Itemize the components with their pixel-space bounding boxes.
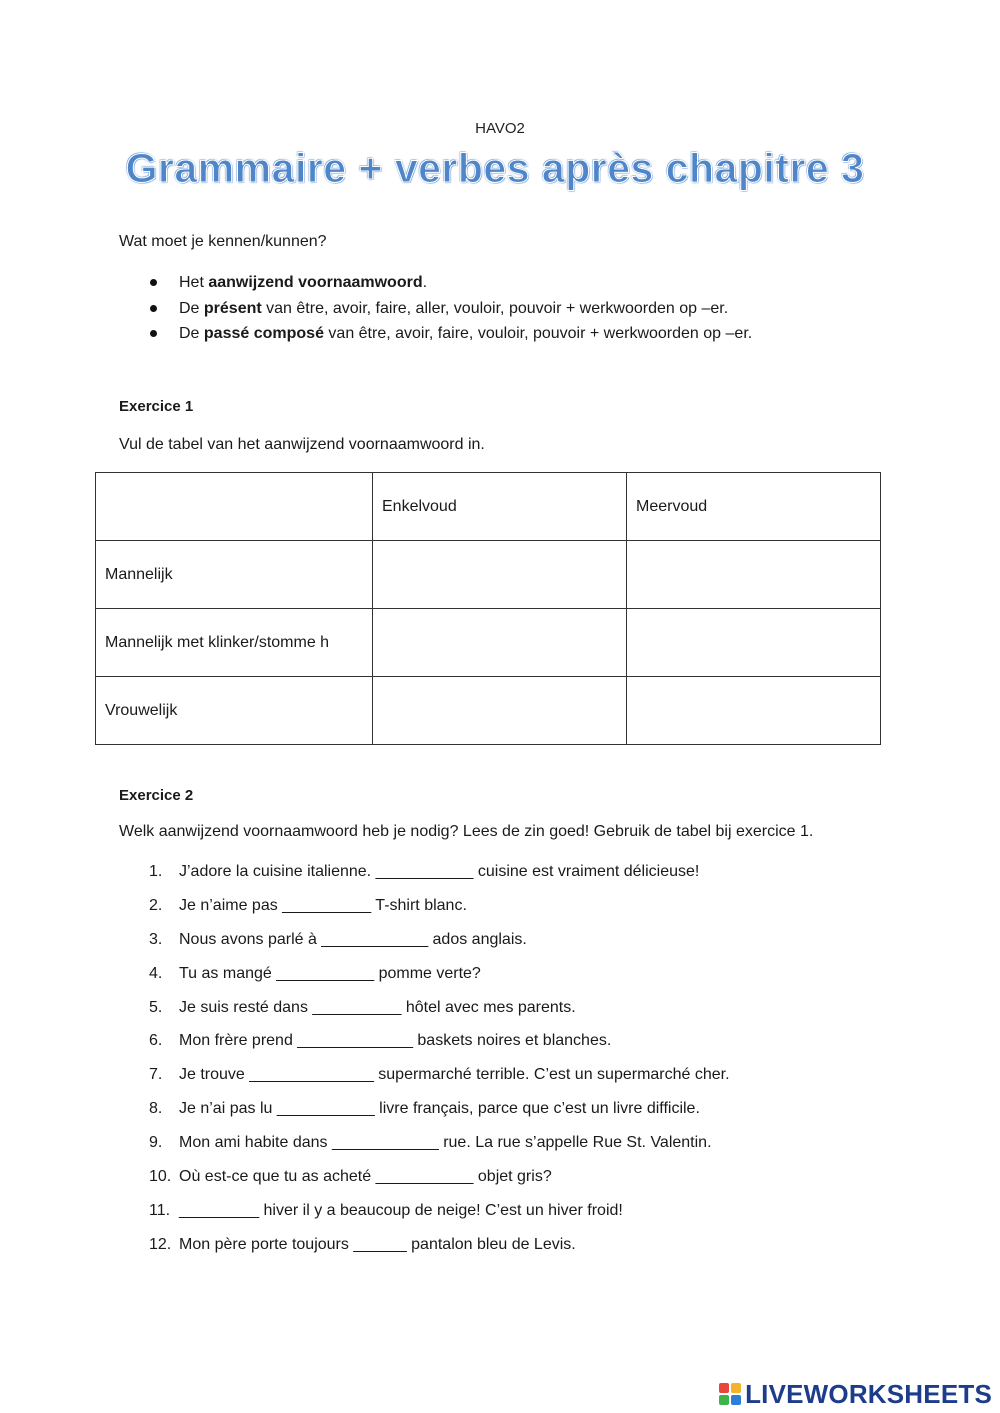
table-row xyxy=(96,677,881,745)
brand-name: LIVEWORKSHEETS xyxy=(745,1378,992,1409)
bullet-icon xyxy=(150,330,157,337)
question-item: 6. Mon frère prend _____________ baskets noires et blanches. xyxy=(149,1032,612,1050)
demonstrative-pronoun-table xyxy=(95,472,881,745)
question-item: 11. _________ hiver il y a beaucoup de neige! C’est un hiver froid! xyxy=(149,1201,623,1219)
page-title: Grammaire + verbes après chapitre 3 xyxy=(125,145,865,191)
intro-question: Wat moet je kennen/kunnen? xyxy=(119,233,327,250)
row-label-cell: Mannelijk xyxy=(96,541,373,609)
question-text: Nous avons parlé à ____________ ados anglais. xyxy=(179,930,527,948)
learning-goal-item: De passé composé van être, avoir, faire, vouloir, pouvoir + werkwoorden op –er. xyxy=(148,321,908,347)
question-text: Je n’aime pas __________ T-shirt blanc. xyxy=(179,896,467,914)
table-row xyxy=(96,541,881,609)
question-item: 3. Nous avons parlé à ____________ ados anglais. xyxy=(149,930,527,948)
table-header-cell: Enkelvoud xyxy=(373,473,627,541)
row-label-cell: Mannelijk met klinker/stomme h xyxy=(96,609,373,677)
question-text: Je suis resté dans __________ hôtel avec mes parents. xyxy=(179,998,576,1016)
answer-cell[interactable] xyxy=(627,541,881,609)
question-text: Mon père porte toujours ______ pantalon bleu de Levis. xyxy=(179,1235,576,1253)
bullet-icon xyxy=(150,305,157,312)
question-text: Tu as mangé ___________ pomme verte? xyxy=(179,964,481,982)
question-item: 7. Je trouve ______________ supermarché terrible. C’est un supermarché cher. xyxy=(149,1066,730,1084)
answer-cell[interactable] xyxy=(373,609,627,677)
answer-cell[interactable] xyxy=(627,609,881,677)
question-item: 10. Où est-ce que tu as acheté ___________ objet gris? xyxy=(149,1168,552,1186)
exercise2-question-list xyxy=(119,858,919,1265)
exercise2-heading: Exercice 2 xyxy=(119,787,194,804)
question-text: J’adore la cuisine italienne. ___________ cuisine est vraiment délicieuse! xyxy=(179,863,700,880)
row-label-cell: Vrouwelijk xyxy=(96,677,373,745)
exercise2-instruction: Welk aanwijzend voornaamwoord heb je nodig? Lees de zin goed! Gebruik de tabel bij exercice 1. xyxy=(119,823,814,840)
answer-cell[interactable] xyxy=(373,677,627,745)
question-item: 2. Je n’aime pas __________ T-shirt blanc. xyxy=(149,896,467,914)
table-header-cell xyxy=(96,473,373,541)
question-text: Où est-ce que tu as acheté ___________ objet gris? xyxy=(179,1168,552,1186)
question-text: Je n’ai pas lu ___________ livre français, parce que c’est un livre difficile. xyxy=(179,1100,700,1118)
learning-goal-item: De présent van être, avoir, faire, aller, vouloir, pouvoir + werkwoorden op –er. xyxy=(148,296,908,322)
table-row xyxy=(96,609,881,677)
learning-goal-item: Het aanwijzend voornaamwoord. xyxy=(148,270,908,296)
level-label: HAVO2 xyxy=(475,120,525,137)
answer-cell[interactable] xyxy=(373,541,627,609)
question-item: 4. Tu as mangé ___________ pomme verte? xyxy=(149,964,481,982)
exercise1-heading: Exercice 1 xyxy=(119,398,194,415)
question-item: 12. Mon père porte toujours ______ pantalon bleu de Levis. xyxy=(149,1235,576,1253)
learning-goals-list xyxy=(148,270,908,347)
question-item: 1. J’adore la cuisine italienne. ___________ cuisine est vraiment délicieuse! xyxy=(149,863,700,880)
liveworksheets-logo[interactable] xyxy=(719,1379,992,1409)
bullet-icon xyxy=(150,279,157,286)
liveworksheets-logo-icon xyxy=(719,1383,741,1405)
table-header-row xyxy=(96,473,881,541)
question-text: Je trouve ______________ supermarché terrible. C’est un supermarché cher. xyxy=(179,1066,730,1084)
question-text: Mon frère prend _____________ baskets noires et blanches. xyxy=(179,1032,612,1050)
question-item: 9. Mon ami habite dans ____________ rue. La rue s’appelle Rue St. Valentin. xyxy=(149,1134,712,1152)
question-text: _________ hiver il y a beaucoup de neige! C’est un hiver froid! xyxy=(179,1201,623,1219)
answer-cell[interactable] xyxy=(627,677,881,745)
question-text: Mon ami habite dans ____________ rue. La rue s’appelle Rue St. Valentin. xyxy=(179,1134,712,1152)
question-item: 5. Je suis resté dans __________ hôtel avec mes parents. xyxy=(149,998,576,1016)
question-item: 8. Je n’ai pas lu ___________ livre français, parce que c’est un livre difficile. xyxy=(149,1100,700,1118)
exercise1-instruction: Vul de tabel van het aanwijzend voornaamwoord in. xyxy=(119,436,485,453)
table-header-cell: Meervoud xyxy=(627,473,881,541)
